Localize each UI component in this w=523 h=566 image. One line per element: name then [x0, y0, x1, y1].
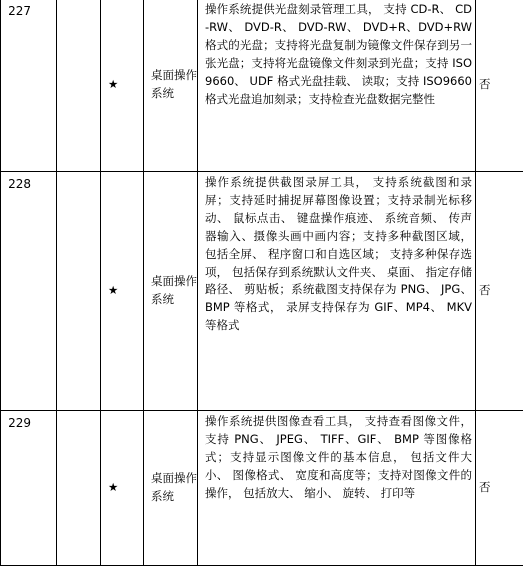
row-number: 228: [1, 172, 56, 194]
star-mark: ★: [101, 411, 144, 566]
empty-cell: [57, 172, 101, 411]
star-mark: ★: [101, 0, 144, 172]
answer-cell: 否: [476, 411, 523, 566]
category-cell: 桌面操作系统: [144, 411, 198, 566]
row-number-cell: [1, 172, 57, 411]
row-number: 229: [1, 411, 56, 433]
row-number-cell: [1, 0, 57, 172]
row-number: 227: [1, 0, 56, 21]
empty-cell: [57, 411, 101, 566]
answer-cell: 否: [476, 172, 523, 411]
table-row: [1, 0, 523, 172]
description-cell: 操作系统提供图像查看工具， 支持查看图像文件， 支持 PNG、 JPEG、 TIFF、GIF、 BMP 等图像格式；支持显示图像文件的基本信息， 包括文件大小、 图像格式、 宽度和高度等；支持对图像文件的操作， 包括放大、 缩小、 旋转、 打印等: [198, 411, 476, 566]
star-mark: ★: [101, 172, 144, 411]
category-cell: 桌面操作系统: [144, 172, 198, 411]
table-row: [1, 172, 523, 411]
empty-cell: [57, 0, 101, 172]
answer-cell: 否: [476, 0, 523, 172]
category-cell: 桌面操作系统: [144, 0, 198, 172]
description-cell: 操作系统提供截图录屏工具， 支持系统截图和录屏；支持延时捕捉屏幕图像设置；支持录制光标移动、 鼠标点击、 键盘操作痕迹、 系统音频、 传声器输入、摄像头画中画内容；支持多种截图区域， 包括全屏、 程序窗口和自选区域； 支持多种保存选项， 包括保存到系统默认文件夹、 桌面、 指定存储路径、 剪贴板；系统截图支持保存为 PNG、 JPG、BMP 等格式， 录屏支持保存为 GIF、MP4、 MKV等格式: [198, 172, 476, 411]
row-number-cell: [1, 411, 57, 566]
description-cell: 操作系统提供光盘刻录管理工具， 支持 CD-R、 CD-RW、 DVD-R、 DVD-RW、 DVD+R、DVD+RW 格式的光盘；支持将光盘复制为镜像文件保存到另一张光盘；支持将光盘镜像文件刻录到光盘；支持 ISO9660、 UDF 格式光盘挂载、 读取；支持 ISO9660 格式光盘追加刻录；支持检查光盘数据完整性: [198, 0, 476, 172]
table-row: [1, 411, 523, 566]
